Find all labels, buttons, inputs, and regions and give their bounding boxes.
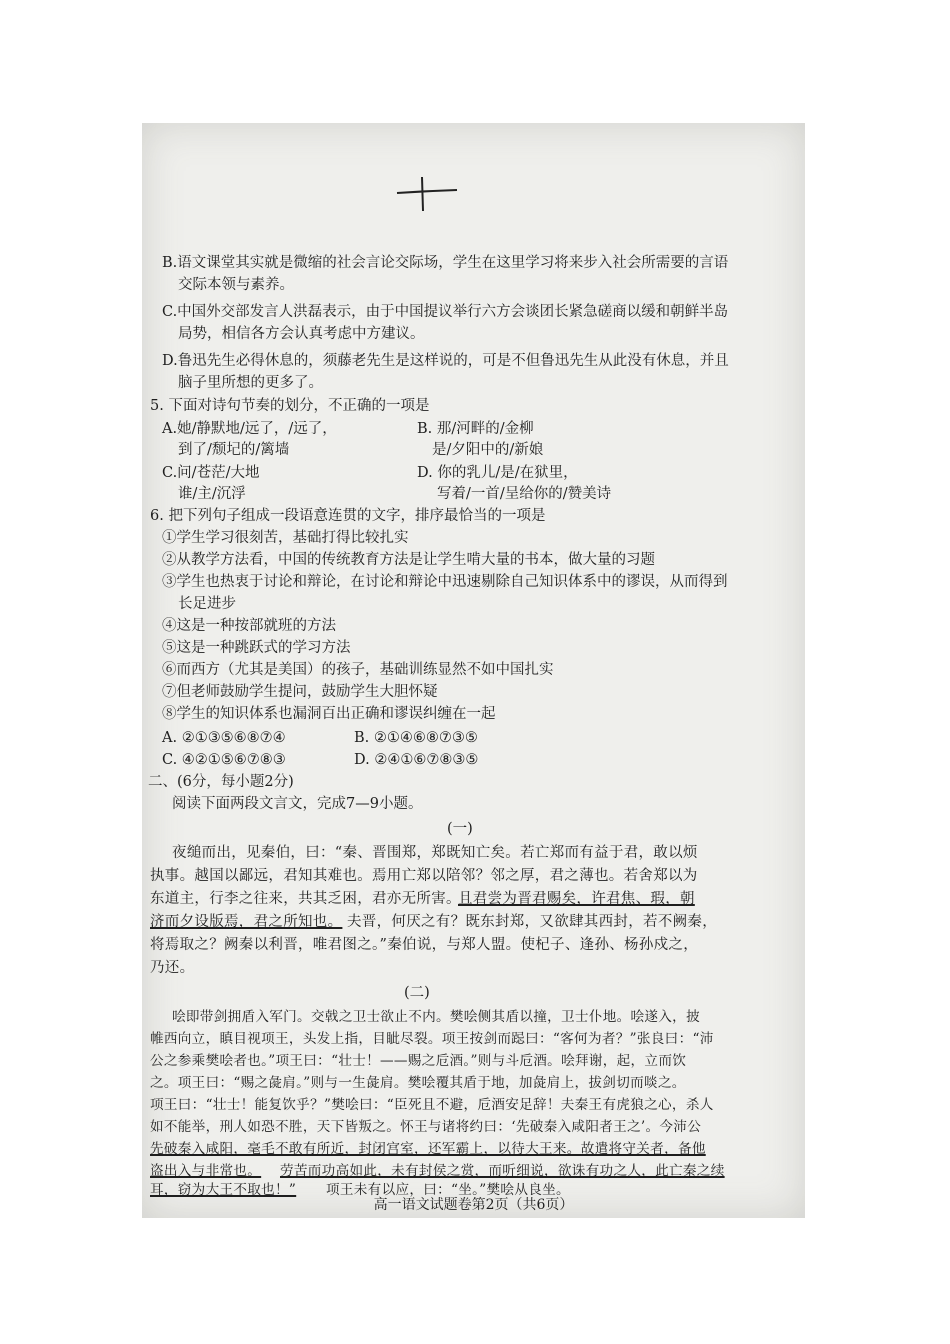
q6-sentence-4: ④这是一种按部就班的方法 bbox=[162, 618, 336, 634]
q4-option-d: D.鲁迅先生必得休息的，须藤老先生是这样说的，可是不但鲁迅先生从此没有休息，并且 bbox=[162, 353, 729, 369]
q5-option-d-cont: 写着/一首/呈给你的/赞美诗 bbox=[437, 486, 612, 502]
q6-option-d: D. ②④①⑥⑦⑧③⑤ bbox=[354, 752, 479, 768]
q6-stem: 6. 把下列句子组成一段语意连贯的文字，排序最恰当的一项是 bbox=[150, 508, 546, 524]
passage-1-underlined: 济而夕设版焉，君之所知也。 bbox=[150, 914, 343, 930]
q4-option-c: C.中国外交部发言人洪磊表示，由于中国提议举行六方会谈团长紧急磋商以缓和朝鲜半岛 bbox=[162, 304, 729, 320]
section-2-intro: 阅读下面两段文言文，完成7—9小题。 bbox=[172, 796, 423, 812]
q5-option-a-cont: 到了/颓圮的/篱墙 bbox=[178, 442, 290, 458]
passage-1-line: 夜缒而出，见秦伯，曰：“秦、晋围郑，郑既知亡矣。若亡郑而有益于君，敢以烦 bbox=[172, 845, 698, 861]
q5-option-c-cont: 谁/主/沉浮 bbox=[178, 486, 246, 502]
handwritten-cross-mark bbox=[392, 173, 462, 213]
q4-option-b: B.语文课堂其实就是微缩的社会言论交际场，学生在这里学习将来步入社会所需要的言语 bbox=[162, 255, 729, 271]
q6-option-b: B. ②①④⑥⑧⑦③⑤ bbox=[354, 730, 478, 746]
q6-sentence-3: ③学生也热衷于讨论和辩论，在讨论和辩论中迅速剔除自己知识体系中的谬误，从而得到 bbox=[162, 574, 728, 590]
passage-2-underlined: 盗出入与非常也。 bbox=[150, 1163, 262, 1179]
q6-sentence-6: ⑥而西方（尤其是美国）的孩子，基础训练显然不如中国扎实 bbox=[162, 662, 554, 678]
q5-option-a: A.她/静默地/远了，/远了， bbox=[162, 421, 337, 437]
q6-option-c: C. ④②①⑤⑥⑦⑧③ bbox=[162, 752, 286, 768]
exam-sheet bbox=[142, 123, 805, 1218]
q6-sentence-2: ②从教学方法看，中国的传统教育方法是让学生啃大量的书本，做大量的习题 bbox=[162, 552, 655, 568]
q5-option-d: D. 你的乳儿/是/在狱里， bbox=[417, 465, 578, 481]
q6-sentence-1: ①学生学习很刻苦，基础打得比较扎实 bbox=[162, 530, 409, 546]
passage-2-line: 公之参乘樊哙者也。”项王曰：“壮士！——赐之卮酒。”则与斗卮酒。哙拜谢，起，立而饮 bbox=[150, 1053, 687, 1069]
passage-1-underlined: 且君尝为晋君赐矣，许君焦、瑕，朝 bbox=[458, 891, 695, 907]
section-2-heading: 二、(6分，每小题2分) bbox=[148, 774, 294, 790]
passage-1-line: 东道主，行李之往来，共其乏困，君亦无所害。 bbox=[150, 891, 461, 907]
q6-sentence-7: ⑦但老师鼓励学生提问，鼓励学生大胆怀疑 bbox=[162, 684, 438, 700]
q6-sentence-8: ⑧学生的知识体系也漏洞百出正确和谬误纠缠在一起 bbox=[162, 706, 496, 722]
passage-2-underlined: 劳苦而功高如此，未有封侯之赏，而听细说，欲诛有功之人，此亡秦之续 bbox=[280, 1163, 725, 1179]
q5-option-b: B. 那/河畔的/金柳 bbox=[417, 421, 534, 437]
q6-sentence-3-cont: 长足进步 bbox=[178, 596, 236, 612]
passage-2-line: 项王曰：“壮士！能复饮乎？”樊哙曰：“臣死且不避，卮酒安足辞！夫秦王有虎狼之心，杀人 bbox=[150, 1097, 714, 1113]
q5-option-b-cont: 是/夕阳中的/新娘 bbox=[432, 442, 544, 458]
passage-1-line: 乃还。 bbox=[150, 960, 195, 976]
q5-stem: 5. 下面对诗句节奏的划分，不正确的一项是 bbox=[150, 398, 430, 414]
passage-1-title: (一) bbox=[447, 821, 473, 837]
q4-option-b-cont: 交际本领与素养。 bbox=[178, 277, 294, 293]
passage-1-line: 执事。越国以鄙远，君知其难也。焉用亡郑以陪邻？邻之厚，君之薄也。若舍郑以为 bbox=[150, 868, 698, 884]
page-footer: 高一语文试题卷第2页（共6页） bbox=[373, 1197, 574, 1213]
passage-2-line: 哙即带剑拥盾入军门。交戟之卫士欲止不内。樊哙侧其盾以撞，卫士仆地。哙遂入，披 bbox=[172, 1009, 700, 1025]
q6-option-a: A. ②①③⑤⑥⑧⑦④ bbox=[162, 730, 286, 746]
passage-2-underlined: 耳，窃为大王不取也！” bbox=[150, 1182, 297, 1198]
passage-2-underlined: 先破秦入咸阳，毫毛不敢有所近，封闭宫室，还军霸上，以待大王来。故遣将守关者，备他 bbox=[150, 1141, 706, 1157]
q6-sentence-5: ⑤这是一种跳跃式的学习方法 bbox=[162, 640, 351, 656]
passage-2-line: 之。项王曰：“赐之彘肩。”则与一生彘肩。樊哙覆其盾于地，加彘肩上，拔剑切而啖之。 bbox=[150, 1075, 686, 1091]
passage-1-line: 夫晋，何厌之有？既东封郑，又欲肆其西封，若不阙秦， bbox=[347, 914, 717, 930]
passage-2-line: 如不能举，刑人如恐不胜，天下皆叛之。怀王与诸将约曰：‘先破秦入咸阳者王之’。今沛公 bbox=[150, 1119, 702, 1135]
q4-option-c-cont: 局势，相信各方会认真考虑中方建议。 bbox=[178, 326, 425, 342]
q5-option-c: C.问/苍茫/大地 bbox=[162, 465, 260, 481]
passage-2-line: 帷西向立，瞋目视项王，头发上指，目眦尽裂。项王按剑而跽曰：“客何为者？”张良曰：“沛 bbox=[150, 1031, 714, 1047]
passage-1-line: 将焉取之？阙秦以利晋，唯君图之。”秦伯说，与郑人盟。使杞子、逢孙、杨孙戍之， bbox=[150, 937, 699, 953]
passage-2-line: 项王未有以应，曰：“坐。”樊哙从良坐。 bbox=[326, 1182, 570, 1198]
q4-option-d-cont: 脑子里所想的更多了。 bbox=[178, 375, 323, 391]
passage-2-title: (二) bbox=[404, 985, 430, 1001]
